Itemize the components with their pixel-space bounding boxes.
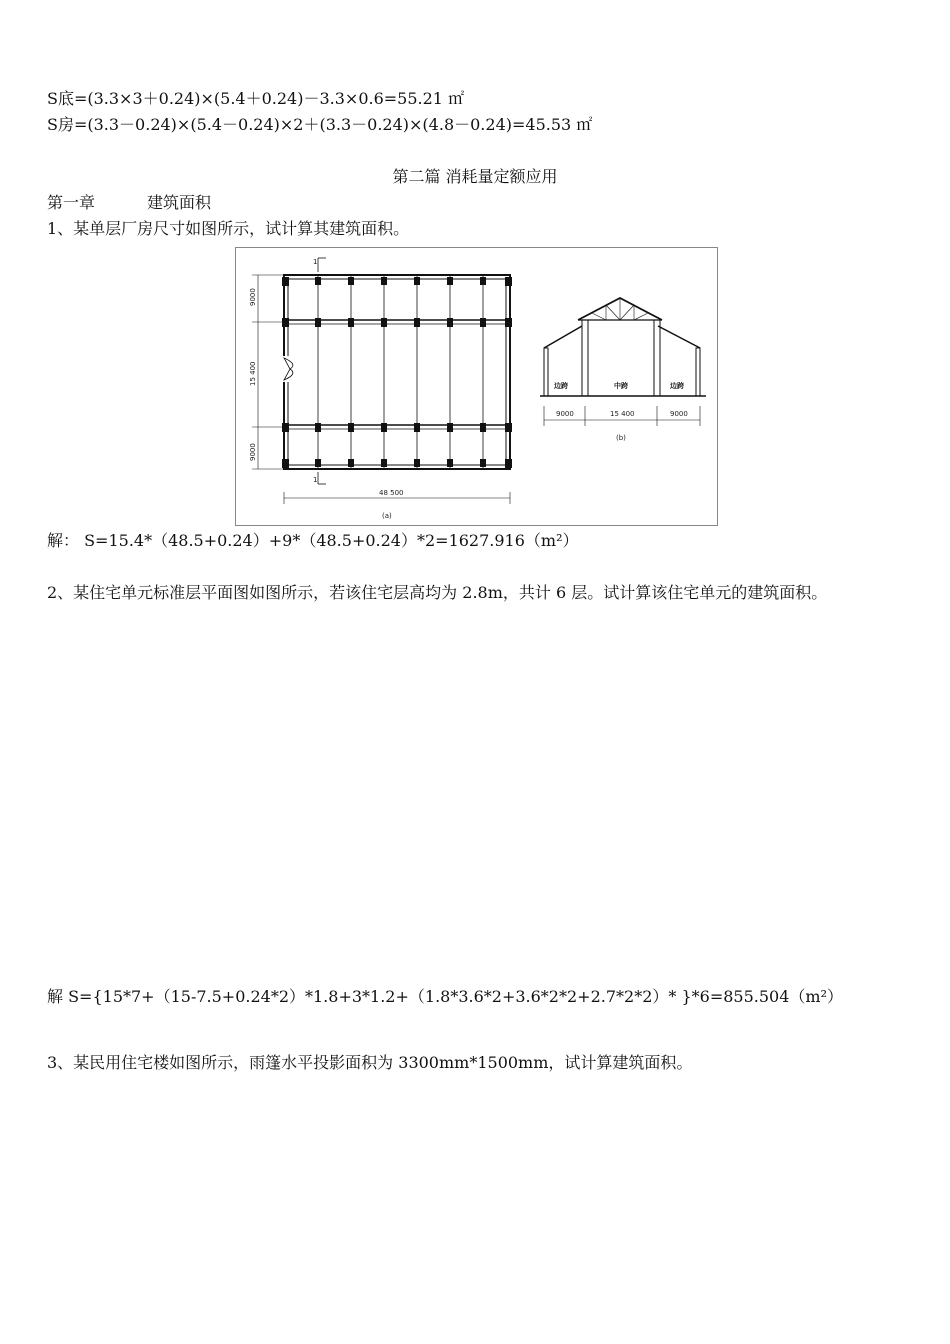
plan-columns — [282, 277, 512, 468]
section-label-left-span: 边跨 — [554, 382, 568, 390]
section-dim-middle: 15 400 — [610, 410, 635, 418]
plan-caption: (a) — [382, 512, 392, 520]
question-1-answer: 解： S=15.4*（48.5+0.24）+9*（48.5+0.24）*2=1627.916（m²） — [47, 531, 579, 550]
plan-dim-middle: 15 400 — [249, 361, 257, 386]
section-marker-top: 1 — [313, 258, 318, 266]
question-2-answer: 解 S={15*7+（15-7.5+0.24*2）*1.8+3*1.2+（1.8*3.6*2+3.6*2*2+2.7*2*2）* }*6=855.504（m²） — [47, 987, 843, 1006]
section-dim-right: 9000 — [670, 410, 688, 418]
plan-door — [280, 356, 293, 382]
formula-s-room: S房=(3.3－0.24)×(5.4－0.24)×2＋(3.3－0.24)×(4.8－0.24)=45.53 ㎡ — [47, 115, 593, 134]
formula-s-base: S底=(3.3×3＋0.24)×(5.4＋0.24)－3.3×0.6=55.21 ㎡ — [47, 89, 465, 108]
chapter-label: 第一章 — [47, 193, 96, 212]
chapter-title: 建筑面积 — [147, 193, 212, 212]
plan-dim-top: 9000 — [249, 288, 257, 306]
plan-length-label: 48 500 — [379, 489, 404, 497]
section-label-right-span: 边跨 — [670, 382, 684, 390]
part-title: 第二篇 消耗量定额应用 — [392, 167, 558, 186]
section-label-middle-span: 中跨 — [614, 382, 628, 390]
section-marker-bottom: 1 — [313, 476, 318, 484]
section-dim-left: 9000 — [556, 410, 574, 418]
chapter-heading — [47, 192, 211, 214]
factory-figure — [235, 247, 718, 526]
question-2: 2、某住宅单元标准层平面图如图所示，若该住宅层高均为 2.8m，共计 6 层。试计算该住宅单元的建筑面积。 — [47, 583, 828, 602]
question-1: 1、某单层厂房尺寸如图所示，试计算其建筑面积。 — [47, 219, 410, 238]
question-3: 3、某民用住宅楼如图所示，雨篷水平投影面积为 3300mm*1500mm，试计算建筑面积。 — [47, 1053, 693, 1072]
factory-drawing — [236, 248, 717, 525]
section-caption: (b) — [616, 434, 626, 442]
plan-dim-bottom: 9000 — [249, 443, 257, 461]
plan-view — [284, 275, 510, 469]
